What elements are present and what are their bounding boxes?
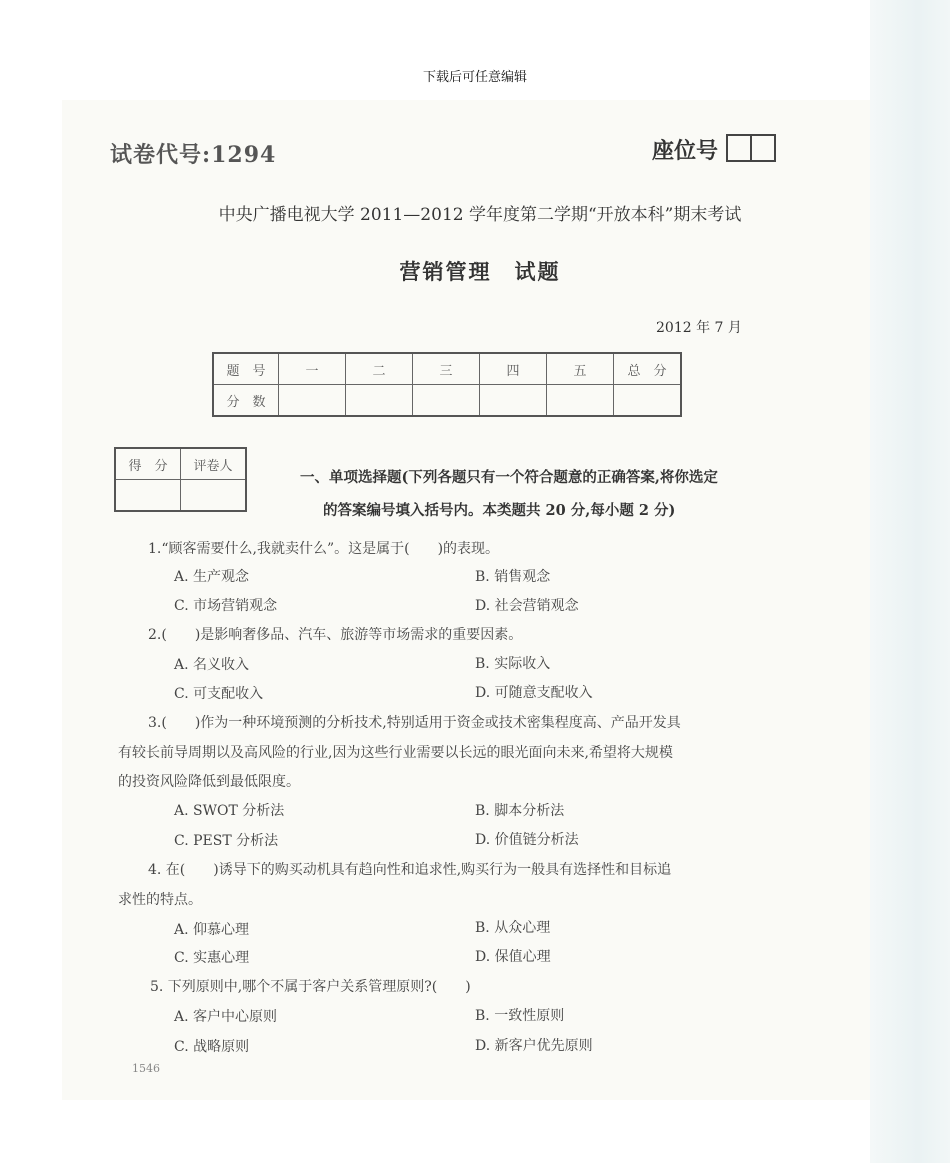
score-table <box>212 352 682 417</box>
question-option: D. 可随意支配收入 <box>475 685 593 701</box>
question-option: A. SWOT 分析法 <box>174 803 285 819</box>
seat-label: 座位号 <box>652 138 719 164</box>
exam-name: 中央广播电视大学 2011—2012 学年度第二学期“开放本科”期末考试 <box>218 205 742 225</box>
question-stem: 有较长前导周期以及高风险的行业,因为这些行业需要以长远的眼光面向未来,希望将大规模 <box>118 745 673 761</box>
score-cell: 四 <box>480 353 547 385</box>
page-number: 1546 <box>132 1062 160 1075</box>
question-option: B. 销售观念 <box>475 569 551 585</box>
question-option: C. 实惠心理 <box>174 950 250 966</box>
question-option: B. 从众心理 <box>475 920 551 936</box>
question-option: C. 市场营销观念 <box>174 598 278 614</box>
paper-code: 试卷代号:1294 <box>110 142 277 168</box>
grader-name-label: 评卷人 <box>181 448 247 480</box>
score-cell: 分 数 <box>213 385 279 417</box>
question-option: D. 社会营销观念 <box>475 598 579 614</box>
question-option: C. 战略原则 <box>174 1039 250 1055</box>
question-option: A. 生产观念 <box>174 569 250 585</box>
seat-number-boxes <box>728 134 776 162</box>
seat-box <box>750 134 776 162</box>
question-option: D. 新客户优先原则 <box>475 1038 593 1054</box>
question-option: B. 脚本分析法 <box>475 803 565 819</box>
score-cell: 一 <box>279 353 346 385</box>
grader-score-blank <box>115 480 181 512</box>
score-cell: 二 <box>346 353 413 385</box>
score-blank <box>547 385 614 417</box>
question-stem: 1.“顾客需要什么,我就卖什么”。这是属于( )的表现。 <box>148 541 500 557</box>
subject-title: 营销管理 试题 <box>399 259 561 284</box>
question-option: C. PEST 分析法 <box>174 833 279 849</box>
score-table-header-row <box>213 353 681 385</box>
score-blank <box>279 385 346 417</box>
seat-box <box>726 134 752 162</box>
question-stem: 3.( )作为一种环境预测的分析技术,特别适用于资金或技术密集程度高、产品开发具 <box>148 715 681 731</box>
score-cell: 五 <box>547 353 614 385</box>
question-stem: 求性的特点。 <box>118 892 202 908</box>
question-stem: 4. 在( )诱导下的购买动机具有趋向性和追求性,购买行为一般具有选择性和目标追 <box>148 862 672 878</box>
question-option: D. 价值链分析法 <box>475 832 579 848</box>
question-option: B. 一致性原则 <box>475 1008 565 1024</box>
header-note: 下载后可任意编辑 <box>422 70 527 85</box>
question-stem: 5. 下列原则中,哪个不属于客户关系管理原则?( ) <box>150 979 471 995</box>
question-option: A. 名义收入 <box>174 657 250 673</box>
grader-score-label: 得 分 <box>115 448 181 480</box>
question-stem: 2.( )是影响奢侈品、汽车、旅游等市场需求的重要因素。 <box>148 627 523 643</box>
grader-box <box>114 447 247 512</box>
question-option: B. 实际收入 <box>475 656 551 672</box>
question-stem: 的投资风险降低到最低限度。 <box>118 774 300 790</box>
score-cell: 题 号 <box>213 353 279 385</box>
score-blank <box>480 385 547 417</box>
question-option: C. 可支配收入 <box>174 686 264 702</box>
grader-name-blank <box>181 480 247 512</box>
question-option: A. 仰慕心理 <box>174 922 250 938</box>
exam-date: 2012 年 7 月 <box>656 320 742 336</box>
question-option: D. 保值心理 <box>475 949 551 965</box>
section-subtitle: 的答案编号填入括号内。本类题共 20 分,每小题 2 分) <box>323 502 676 519</box>
question-option: A. 客户中心原则 <box>174 1009 278 1025</box>
section-title: 一、单项选择题(下列各题只有一个符合题意的正确答案,将你选定 <box>300 469 718 486</box>
score-blank <box>614 385 682 417</box>
score-cell: 三 <box>413 353 480 385</box>
score-blank <box>346 385 413 417</box>
score-blank <box>413 385 480 417</box>
score-cell: 总 分 <box>614 353 682 385</box>
scan-edge <box>870 0 950 1163</box>
score-table-score-row <box>213 385 681 417</box>
